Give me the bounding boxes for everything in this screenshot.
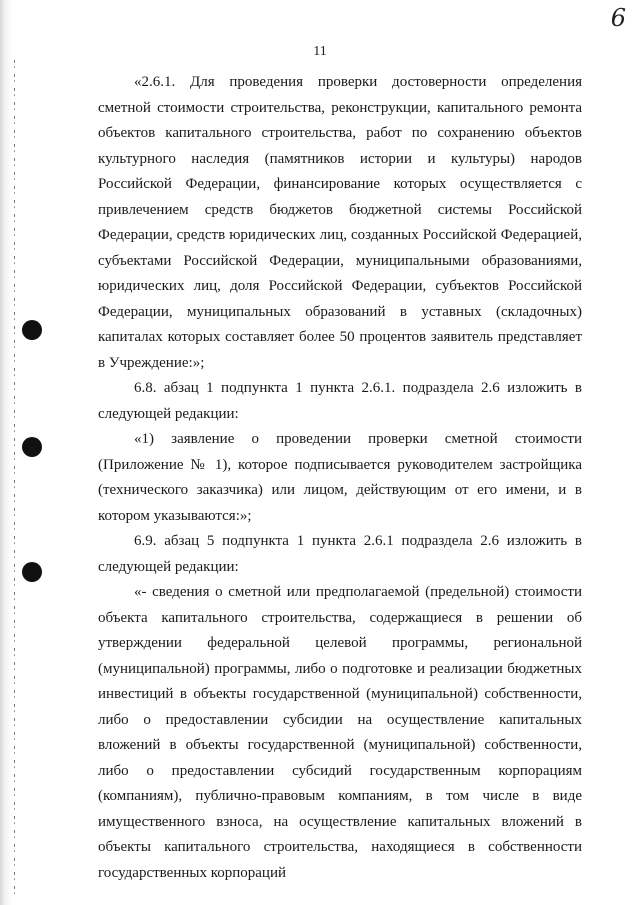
paragraph-6-8: 6.8. абзац 1 подпункта 1 пункта 2.6.1. подраздела 2.6 изложить в следующей редакции:	[98, 380, 582, 422]
punch-hole-icon	[22, 320, 42, 340]
page-number: 11	[313, 44, 327, 59]
paragraph-item-1: «1) заявление о проведении проверки сметной стоимости (Приложение № 1), которое подписывается руководителем застройщика (технического заказчика) или лицом, действующим от его имени, и в котором указываются:»;	[98, 431, 582, 524]
scan-edge-shadow	[0, 0, 12, 905]
handwritten-page-mark: 6	[610, 4, 626, 32]
paragraph-cost-info: «- сведения о сметной или предполагаемой (предельной) стоимости объекта капитального строительства, содержащиеся в решении об утверждении федеральной целевой программы, региональной (муниципальной) программы, либо о подготовке и реализации бюджетных инвестиций в объекты государственной (муниципальной) собственности, либо о предоставлении субсидии на осуществление капитальных вложений в объекты государственной (муниципальной) собственности, либо о предоставлении субсидий государственным корпорациям (компаниям), публично-правовым компаниям, в том числе в виде имущественного взноса, на осуществление капитальных вложений в объекты капитального строительства, находящиеся в собственности государственных корпораций	[98, 584, 582, 881]
scan-binding-line	[14, 60, 15, 900]
paragraph-6-9: 6.9. абзац 5 подпункта 1 пункта 2.6.1 подраздела 2.6 изложить в следующей редакции:	[98, 533, 582, 575]
punch-hole-icon	[22, 437, 42, 457]
punch-hole-icon	[22, 562, 42, 582]
paragraph-2-6-1: «2.6.1. Для проведения проверки достоверности определения сметной стоимости строительства, реконструкции, капитального ремонта объектов капитального строительства, работ по сохранению объектов культурного наследия (памятников истории и культуры) народов Российской Федерации, финансирование которых осуществляется с привлечением средств бюджетов бюджетной системы Российской Федерации, средств юридических лиц, созданных Российской Федерацией, субъектами Российской Федерации, муниципальными образованиями, юридических лиц, доля Российской Федерации, субъектов Российской Федерации, муниципальных образований в уставных (складочных) капиталах которых составляет более 50 процентов заявитель представляет в Учреждение:»;	[98, 74, 582, 371]
document-body	[98, 70, 582, 886]
